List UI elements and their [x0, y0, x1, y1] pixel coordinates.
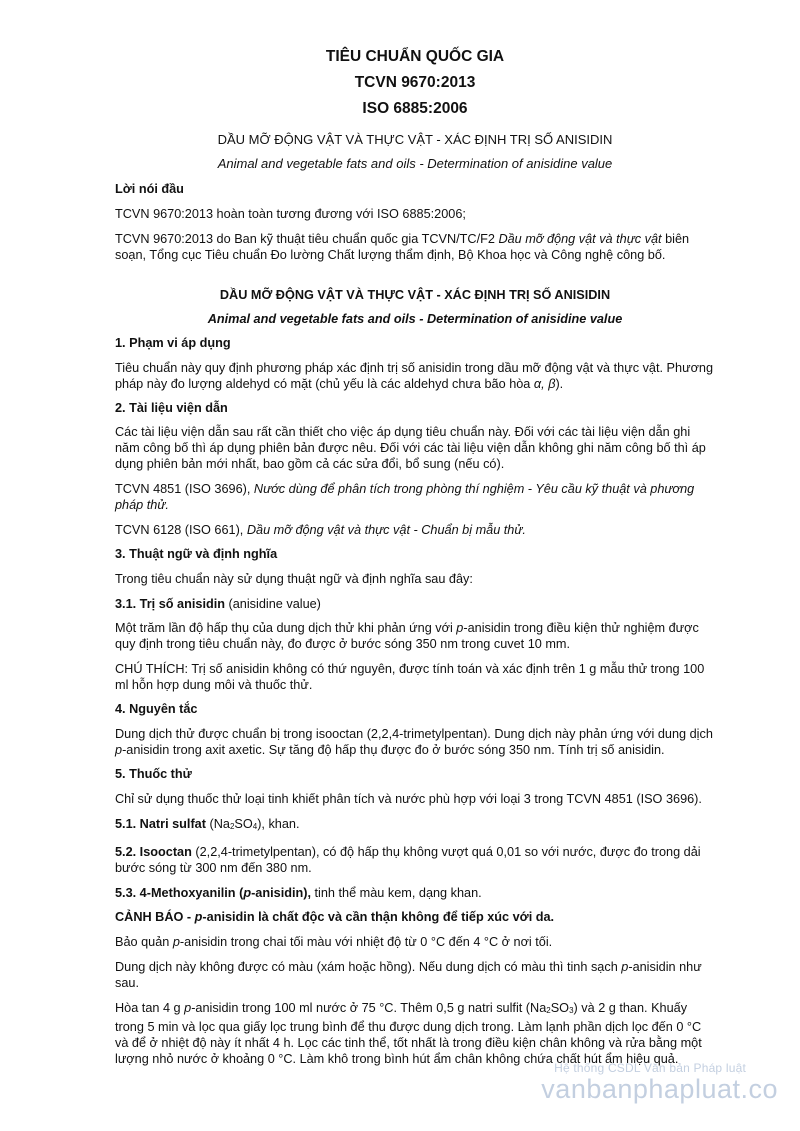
section-3-intro: Trong tiêu chuẩn này sử dụng thuật ngữ và định nghĩa sau đây: [115, 572, 473, 586]
section-2-heading: 2. Tài liệu viện dẫn [115, 401, 228, 415]
doc-subtitle-vietnamese: DẦU MỠ ĐỘNG VẬT VÀ THỰC VẬT - XÁC ĐỊNH TRỊ SỐ ANISIDIN [217, 132, 613, 147]
section-1-heading: 1. Phạm vi áp dụng [115, 336, 231, 350]
committee-name: Dầu mỡ động vật và thực vật [498, 232, 662, 246]
color-requirement: Dung dịch này không được có màu (xám hoặc hồng). Nếu dung dịch có màu thì tinh sạch p-anisidin như sau. [115, 960, 702, 990]
main-title-vietnamese: DẦU MỠ ĐỘNG VẬT VÀ THỰC VẬT - XÁC ĐỊNH TRỊ SỐ ANISIDIN [219, 288, 611, 302]
normative-reference-2: TCVN 6128 (ISO 661), Dầu mỡ động vật và thực vật - Chuẩn bị mẫu thử. [115, 523, 526, 537]
doc-title-tcvn-code: TCVN 9670:2013 [354, 74, 476, 91]
foreword-paragraph-1: TCVN 9670:2013 hoàn toàn tương đương với ISO 6885:2006; [115, 207, 466, 221]
term-3-1-definition: Một trăm lần độ hấp thụ của dung dịch thử khi phản ứng với p-anisidin trong điều kiện thử nghiệm được quy định trong tiêu chuẩn này, đo được ở bước sóng 350 nm trong cuvet 10 mm. [115, 621, 699, 651]
watermark-tagline: Hệ thống CSDL Văn bản Pháp luật [554, 1061, 746, 1075]
section-3-heading: 3. Thuật ngữ và định nghĩa [115, 547, 278, 561]
section-2-paragraph: Các tài liệu viện dẫn sau rất cần thiết cho việc áp dụng tiêu chuẩn này. Đối với các tài liệu viện dẫn ghi năm công bố thì áp dụng phiên bản được nêu. Đối với các tài liệu viện dẫn không ghi năm công bố thì áp dụng phiên bản mới nhất, bao gồm cả các sửa đổi, bổ sung (nếu có). [115, 425, 706, 471]
reagent-5-2: 5.2. Isooctan (2,2,4-trimetylpentan), có độ hấp thụ không vượt quá 0,01 so với nước, được đo trong dải bước sóng từ 300 nm đến 380 nm. [115, 845, 701, 875]
reagent-5-1: 5.1. Natri sulfat (Na2SO4), khan. [115, 817, 300, 831]
site-watermark [541, 1061, 778, 1103]
foreword-heading: Lời nói đầu [115, 182, 184, 196]
section-4-heading: 4. Nguyên tắc [115, 702, 198, 716]
doc-title-standard-type: TIÊU CHUẨN QUỐC GIA [325, 48, 505, 65]
purification-procedure: Hòa tan 4 g p-anisidin trong 100 ml nước ở 75 °C. Thêm 0,5 g natri sulfit (Na2SO3) và 2 g than. Khuấy trong 5 min và lọc qua giấy lọc trung bình để thu được dung dịch trong. Làm lạnh phần dịch lọc đến 0 °C và để ở nhiệt độ này ít nhất 4 h. Lọc các tinh thể, tốt nhất là trong điều kiện chân không và rửa bằng một lượng nhỏ nước ở khoảng 0 °C. Làm khô trong bình hút ẩm chân không chứa chất hút ẩm hiệu quả. [115, 1001, 702, 1066]
doc-title-iso-code: ISO 6885:2006 [362, 100, 468, 117]
section-5-intro: Chỉ sử dụng thuốc thử loại tinh khiết phân tích và nước phù hợp với loại 3 trong TCVN 4851 (ISO 3696). [115, 792, 702, 806]
alpha-beta-symbols: α, β [533, 377, 556, 391]
watermark-domain: vanbanphapluat.co [541, 1074, 778, 1104]
term-3-1: 3.1. Trị số anisidin (anisidine value) [115, 597, 321, 611]
reagent-5-3: 5.3. 4-Methoxyanilin (p-anisidin), tinh thể màu kem, dạng khan. [115, 886, 482, 900]
document-page [115, 44, 715, 1067]
foreword-paragraph-2: TCVN 9670:2013 do Ban kỹ thuật tiêu chuẩn quốc gia TCVN/TC/F2 Dầu mỡ động vật và thực vật biên soạn, Tổng cục Tiêu chuẩn Đo lường Chất lượng thẩm định, Bộ Khoa học và Công nghệ công bố. [115, 232, 690, 262]
section-5-heading: 5. Thuốc thử [115, 767, 192, 781]
storage-instruction: Bảo quản p-anisidin trong chai tối màu với nhiệt độ từ 0 °C đến 4 °C ở nơi tối. [115, 935, 553, 949]
main-title-english: Animal and vegetable fats and oils - Determination of anisidine value [207, 312, 623, 326]
safety-warning: CẢNH BÁO - p-anisidin là chất độc và cần thận không để tiếp xúc với da. [115, 910, 555, 924]
section-1-text: Tiêu chuẩn này quy định phương pháp xác định trị số anisidin trong dầu mỡ động vật và thực vật. Phương pháp này đo lượng aldehyd có mặt (chủ yếu là các aldehyd chưa bão hòa α, β). [115, 361, 714, 391]
normative-reference-1: TCVN 4851 (ISO 3696), Nước dùng để phân tích trong phòng thí nghiệm - Yêu cầu kỹ thuật và phương pháp thử. [115, 482, 695, 512]
section-4-text: Dung dịch thử được chuẩn bị trong isooctan (2,2,4-trimetylpentan). Dung dịch này phản ứng với dung dịch p-anisidin trong axit axetic. Sự tăng độ hấp thụ được đo ở bước sóng 350 nm. Tính trị số anisidin. [115, 727, 713, 757]
term-3-1-note: CHÚ THÍCH: Trị số anisidin không có thứ nguyên, được tính toán và xác định trên 1 g mẫu thử trong 100 ml hỗn hợp dung môi và thuốc thử. [115, 662, 705, 692]
doc-subtitle-english: Animal and vegetable fats and oils - Determination of anisidine value [217, 156, 613, 171]
